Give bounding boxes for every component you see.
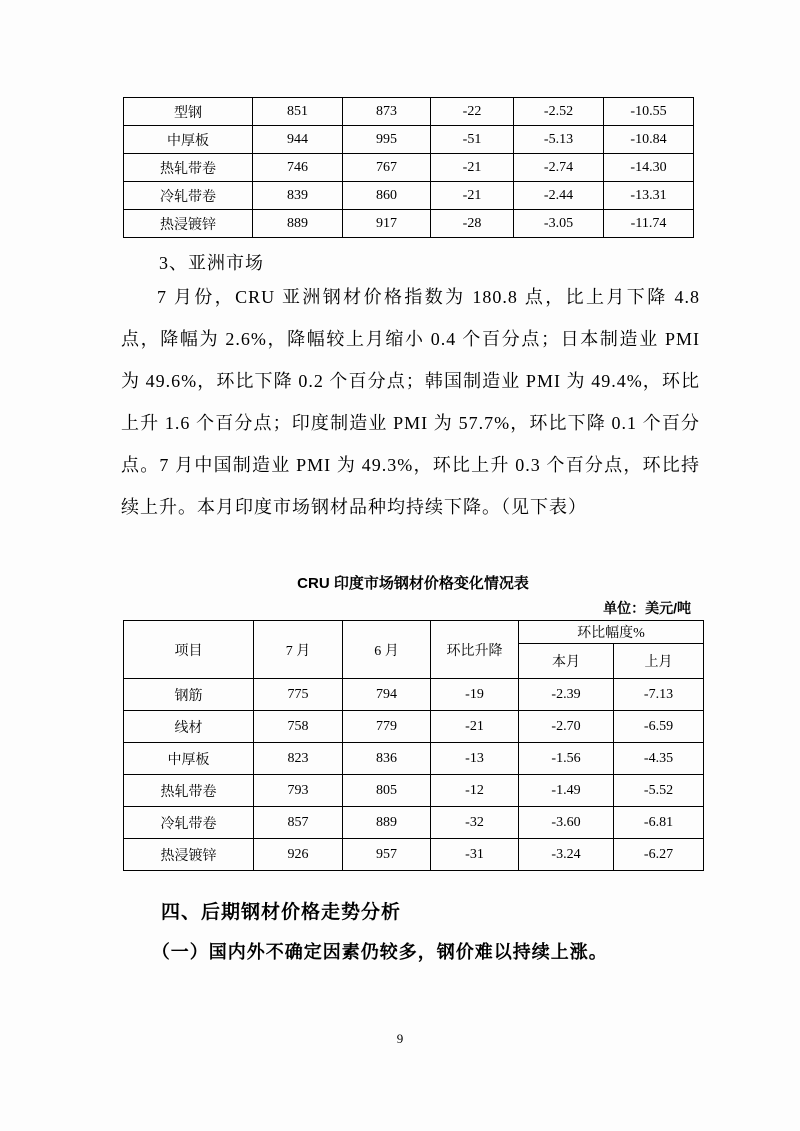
cell: 851 — [253, 98, 343, 126]
india-table-title: CRU 印度市场钢材价格变化情况表 — [297, 575, 529, 592]
row-label: 线材 — [124, 711, 254, 743]
cell: 995 — [343, 126, 431, 154]
table-row — [124, 154, 694, 182]
cell: -3.24 — [519, 839, 614, 871]
cell: -21 — [431, 182, 514, 210]
cell: -13 — [431, 743, 519, 775]
cell: 889 — [253, 210, 343, 238]
cell: -12 — [431, 775, 519, 807]
cell: 793 — [254, 775, 343, 807]
row-label: 热浸镀锌 — [124, 839, 254, 871]
cell: -11.74 — [604, 210, 694, 238]
table-row — [124, 210, 694, 238]
cell: -5.13 — [514, 126, 604, 154]
cell: -5.52 — [614, 775, 704, 807]
cell: 836 — [343, 743, 431, 775]
cell: 746 — [253, 154, 343, 182]
cell: -2.39 — [519, 679, 614, 711]
cell: 857 — [254, 807, 343, 839]
cell: -51 — [431, 126, 514, 154]
cell: -14.30 — [604, 154, 694, 182]
cell: 794 — [343, 679, 431, 711]
cell: 823 — [254, 743, 343, 775]
cell: -3.05 — [514, 210, 604, 238]
header-this-month: 本月 — [519, 644, 614, 679]
table-row — [124, 775, 704, 807]
table-row — [124, 711, 704, 743]
row-label: 冷轧带卷 — [124, 807, 254, 839]
row-label: 冷轧带卷 — [124, 182, 253, 210]
table-row — [124, 743, 704, 775]
page-number: 9 — [396, 1031, 404, 1046]
header-pct-group: 环比幅度% — [519, 621, 704, 644]
section-heading-price-trend-analysis: 四、后期钢材价格走势分析 — [161, 902, 402, 923]
cell: 767 — [343, 154, 431, 182]
cell: -10.84 — [604, 126, 694, 154]
cell: -2.44 — [514, 182, 604, 210]
table-row — [124, 807, 704, 839]
cell: -1.49 — [519, 775, 614, 807]
cell: 917 — [343, 210, 431, 238]
cell: -6.27 — [614, 839, 704, 871]
cell: 775 — [254, 679, 343, 711]
cell: -31 — [431, 839, 519, 871]
table-row — [124, 98, 694, 126]
header-jul: 7 月 — [254, 621, 343, 679]
cell: 839 — [253, 182, 343, 210]
header-jun: 6 月 — [343, 621, 431, 679]
cell: -1.56 — [519, 743, 614, 775]
cell: 944 — [253, 126, 343, 154]
india-table-unit-label: 单位：美元/吨 — [603, 600, 691, 616]
cell: 957 — [343, 839, 431, 871]
row-label: 型钢 — [124, 98, 253, 126]
body-paragraph: 7 月份，CRU 亚洲钢材价格指数为 180.8 点，比上月下降 4.8 点，降幅为 2.6%，降幅较上月缩小 0.4 个百分点；日本制造业 PMI 为 49.6%，环比下降 0.2 个百分点；韩国制造业 PMI 为 49.4%，环比上升 1.6 个百分点；印度制造业 PMI 为 57.7%，环比下降 0.1 个百分点。7 月中国制造业 PMI 为 49.3%，环比上升 0.3 个百分点，环比持续上升。本月印度市场钢材品种均持续下降。（见下表） — [121, 287, 700, 517]
cell: -6.81 — [614, 807, 704, 839]
cell: 805 — [343, 775, 431, 807]
cell: -6.59 — [614, 711, 704, 743]
row-label: 热轧带卷 — [124, 154, 253, 182]
india-price-table — [123, 620, 704, 871]
row-label: 中厚板 — [124, 126, 253, 154]
section-heading-asia-market: 3、亚洲市场 — [159, 253, 264, 273]
cell: 860 — [343, 182, 431, 210]
cell: -22 — [431, 98, 514, 126]
cell: -2.74 — [514, 154, 604, 182]
cell: -28 — [431, 210, 514, 238]
table-row — [124, 126, 694, 154]
header-last-month: 上月 — [614, 644, 704, 679]
cell: 889 — [343, 807, 431, 839]
row-label: 钢筋 — [124, 679, 254, 711]
cell: 758 — [254, 711, 343, 743]
cell: -3.60 — [519, 807, 614, 839]
cell: -2.70 — [519, 711, 614, 743]
continued-price-table — [123, 97, 694, 238]
cell: -10.55 — [604, 98, 694, 126]
header-change: 环比升降 — [431, 621, 519, 679]
table-row — [124, 679, 704, 711]
cell: -32 — [431, 807, 519, 839]
subsection-heading: （一）国内外不确定因素仍较多，钢价难以持续上涨。 — [151, 942, 608, 962]
table-row — [124, 182, 694, 210]
row-label: 热轧带卷 — [124, 775, 254, 807]
cell: -4.35 — [614, 743, 704, 775]
cell: 779 — [343, 711, 431, 743]
cell: 926 — [254, 839, 343, 871]
cell: -21 — [431, 154, 514, 182]
cell: -13.31 — [604, 182, 694, 210]
row-label: 中厚板 — [124, 743, 254, 775]
table-header-row — [124, 621, 704, 644]
header-item: 项目 — [124, 621, 254, 679]
row-label: 热浸镀锌 — [124, 210, 253, 238]
table-row — [124, 839, 704, 871]
cell: -2.52 — [514, 98, 604, 126]
cell: -21 — [431, 711, 519, 743]
cell: 873 — [343, 98, 431, 126]
cell: -19 — [431, 679, 519, 711]
cell: -7.13 — [614, 679, 704, 711]
